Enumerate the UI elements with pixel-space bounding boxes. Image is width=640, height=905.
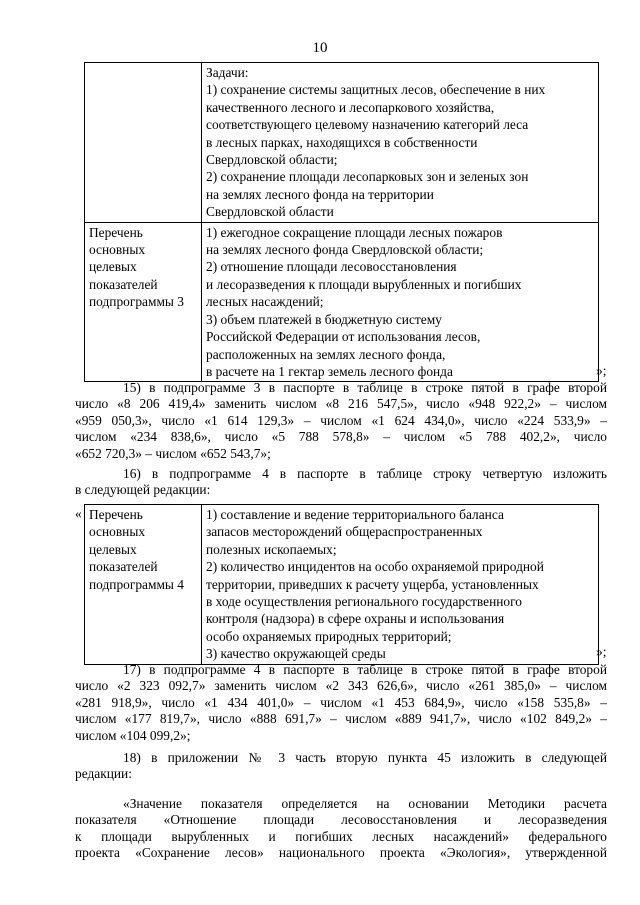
text-line: показателя «Отношение площади лесовосстановления и лесоразведения bbox=[75, 812, 607, 828]
tasks-cell bbox=[202, 63, 599, 223]
text-line: Российской Федерации от использования лесов, bbox=[206, 329, 481, 345]
page-number: 10 bbox=[312, 40, 328, 56]
table-cell-empty bbox=[85, 63, 202, 223]
text-line: и лесоразведения к площади вырубленных и погибших bbox=[206, 276, 522, 292]
text-line: «652 720,3» – числом «652 543,7»; bbox=[75, 445, 271, 461]
text-line: числом «104 099,2»; bbox=[75, 727, 191, 743]
passport-table-subprogram-3 bbox=[84, 62, 599, 382]
text-line: на землях лесного фонда Свердловской области; bbox=[206, 242, 484, 258]
text-line: соответствующего целевому назначению категорий леса bbox=[206, 117, 529, 133]
text-line: Свердловской области; bbox=[206, 152, 338, 168]
text-line: целевых bbox=[89, 541, 137, 557]
text-line: числом «234 838,6», число «5 788 578,8» – числом «5 788 402,2», число bbox=[75, 429, 607, 445]
paragraph-18 bbox=[75, 750, 607, 783]
text-line: 15) в подпрограмме 3 в паспорте в таблице в строке пятой в графе второй bbox=[123, 380, 607, 395]
text-line: число «2 323 092,7» заменить числом «2 343 626,6», число «261 385,0» – числом bbox=[75, 678, 607, 694]
indicators-list-cell bbox=[202, 505, 599, 665]
text-line: на землях лесного фонда на территории bbox=[206, 186, 434, 202]
paragraph-17 bbox=[75, 662, 607, 744]
text-line: показателей bbox=[89, 276, 158, 292]
text-line: 2) сохранение площади лесопарковых зон и зеленых зон bbox=[206, 169, 529, 185]
closing-quote: »; bbox=[596, 644, 607, 659]
text-line: расположенных на землях лесного фонда, bbox=[206, 346, 446, 362]
text-line: числом «177 819,7», число «888 691,7» – числом «889 941,7», число «102 849,2» – bbox=[75, 711, 607, 727]
text-line: 2) отношение площади лесовосстановления bbox=[206, 259, 457, 275]
text-line: подпрограммы 4 bbox=[89, 576, 184, 592]
text-line: Задачи: bbox=[206, 65, 249, 80]
text-line: в расчете на 1 гектар земель лесного фонда bbox=[206, 363, 453, 379]
paragraph-15 bbox=[75, 380, 607, 462]
text-line: «959 050,3», число «1 614 129,3» – числом «1 624 434,0», число «224 533,9» – bbox=[75, 412, 607, 428]
text-line: редакции: bbox=[75, 766, 132, 782]
text-line: «281 918,9», число «1 434 401,0» – числом «1 453 684,9», число «158 535,8» – bbox=[75, 694, 607, 710]
table-row bbox=[85, 222, 599, 382]
text-line: 1) сохранение системы защитных лесов, обеспечение в них bbox=[206, 82, 546, 98]
text-line: 16) в подпрограмме 4 в паспорте в таблице строку четвертую изложить bbox=[123, 466, 607, 481]
table-row bbox=[85, 63, 599, 223]
quoted-text bbox=[75, 796, 607, 862]
text-line: подпрограммы 3 bbox=[89, 294, 184, 310]
passport-table-subprogram-4 bbox=[84, 504, 599, 665]
indicators-label-cell bbox=[85, 222, 202, 382]
text-line: 3) качество окружающей среды bbox=[206, 646, 386, 662]
text-line: лесных насаждений; bbox=[206, 294, 324, 310]
text-line: в ходе осуществления регионального государственного bbox=[206, 594, 522, 610]
text-line: Перечень bbox=[89, 224, 143, 240]
text-line: контроля (надзора) в сфере охраны и использования bbox=[206, 611, 505, 627]
text-line: «Значение показателя определяется на основании Методики расчета bbox=[123, 796, 607, 811]
text-line: качественного лесного и лесопаркового хозяйства, bbox=[206, 99, 495, 115]
text-line: в следующей редакции: bbox=[75, 482, 211, 498]
text-line: Перечень bbox=[89, 507, 143, 522]
text-line: территории, приведших к расчету ущерба, установленных bbox=[206, 576, 539, 592]
text-line: 17) в подпрограмме 4 в паспорте в таблице в строке пятой в графе второй bbox=[123, 662, 607, 677]
text-line: целевых bbox=[89, 259, 137, 275]
text-line: основных bbox=[89, 524, 146, 540]
text-line: 18) в приложении № 3 часть вторую пункта 45 изложить в следующей bbox=[123, 750, 607, 765]
text-line: показателей bbox=[89, 559, 158, 575]
indicators-list-cell bbox=[202, 222, 599, 382]
text-line: к площади вырубленных и погибших лесных насаждений» федерального bbox=[75, 828, 607, 844]
text-line: особо охраняемых природных территорий; bbox=[206, 628, 452, 644]
indicators-label-cell bbox=[85, 505, 202, 665]
text-line: запасов месторождений общераспространенных bbox=[206, 524, 483, 540]
opening-quote: « bbox=[75, 506, 82, 521]
text-line: 1) ежегодное сокращение площади лесных пожаров bbox=[206, 224, 503, 240]
paragraph-16 bbox=[75, 466, 607, 499]
text-line: 3) объем платежей в бюджетную систему bbox=[206, 311, 442, 327]
text-line: в лесных парках, находящихся в собственности bbox=[206, 134, 478, 150]
text-line: Свердловской области bbox=[206, 204, 334, 220]
closing-quote: »; bbox=[596, 363, 607, 378]
text-line: проекта «Сохранение лесов» национального проекта «Экология», утвержденной bbox=[75, 845, 607, 861]
table-row bbox=[85, 505, 599, 665]
text-line: 1) составление и ведение территориального баланса bbox=[206, 507, 504, 522]
text-line: основных bbox=[89, 242, 146, 258]
text-line: число «8 206 419,4» заменить числом «8 216 547,5», число «948 922,2» – числом bbox=[75, 396, 607, 412]
text-line: 2) количество инцидентов на особо охраняемой природной bbox=[206, 559, 544, 575]
text-line: полезных ископаемых; bbox=[206, 541, 337, 557]
